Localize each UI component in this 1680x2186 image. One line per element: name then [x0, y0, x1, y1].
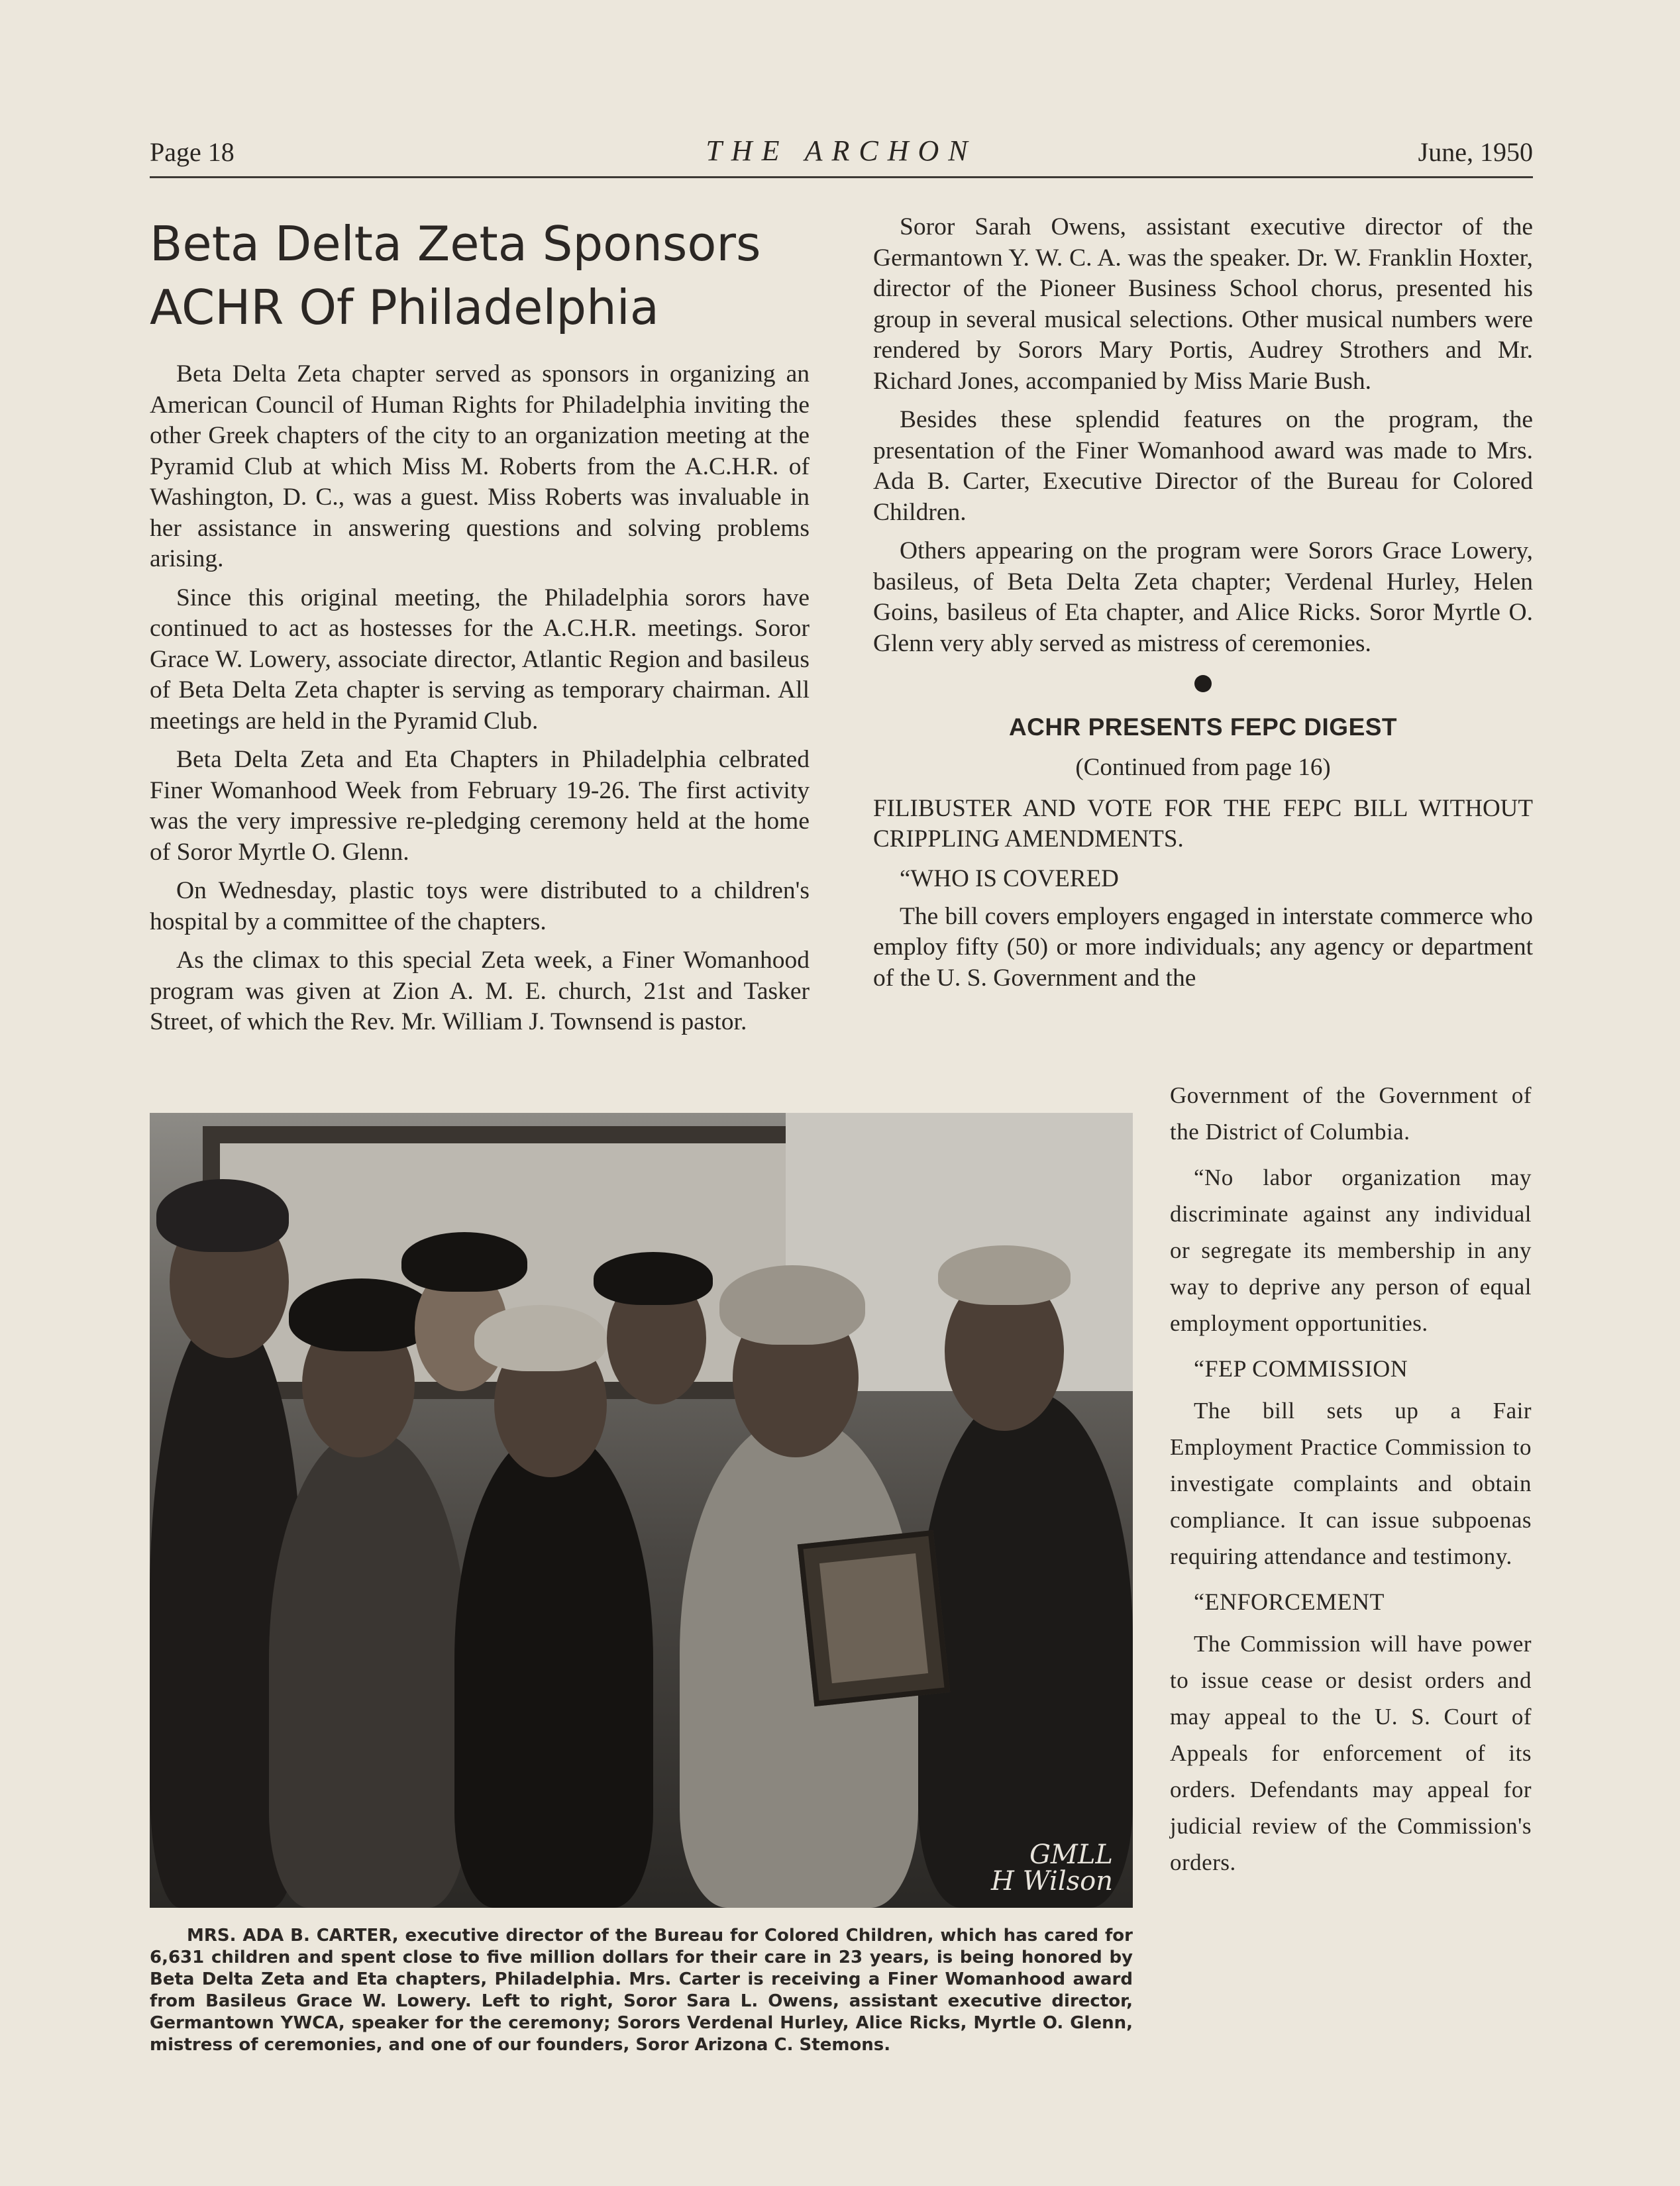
signature-line-1: GMLL [1029, 1840, 1113, 1870]
photo-person [269, 1431, 468, 1908]
award-plaque [798, 1530, 951, 1706]
section-bullet [1194, 675, 1212, 692]
photo-hat [474, 1305, 607, 1371]
photo-turban [719, 1265, 865, 1345]
headline-line-1: Beta Delta Zeta Sponsors [150, 216, 761, 272]
article-paragraph: Others appearing on the program were Sorors Grace Lowery, basileus, of Beta Delta Zeta chapter; Verdenal Hurley, Helen Goins, basileus of Eta chapter, and Alice Ricks. Soror Myrtle O. Glenn very ably served as mistress of ceremonies. [873, 537, 1533, 657]
publication-title: THE ARCHON [706, 134, 977, 167]
running-header [150, 132, 1533, 174]
narrow-column [1170, 1077, 1532, 1890]
photo-hat [289, 1278, 435, 1351]
section-heading-covered: “WHO IS COVERED [900, 865, 1119, 892]
plaque-inscription [819, 1553, 928, 1683]
article-paragraph: Beta Delta Zeta and Eta Chapters in Philadelphia celbrated Finer Womanhood Week from February 19-26. The first activity was the very impressive re-pledging ceremony held at the home of Soror Myrtle O. Glenn. [150, 746, 810, 866]
photo-person [918, 1391, 1133, 1908]
page-number: Page 18 [150, 137, 235, 167]
section-text-enforcement: The Commission will have power to issue cease or desist orders and may appeal to the U. S. Court of Appeals for enforcement of its orders. Defendants may appeal for judicial review of the Commission's orders. [1170, 1631, 1532, 1875]
article-paragraph: Besides these splendid features on the program, the presentation of the Finer Womanhood award was made to Mrs. Ada B. Carter, Executive Director of the Bureau for Colored Children. [873, 406, 1533, 526]
section-heading-commission: “FEP COMMISSION [1194, 1355, 1408, 1382]
photo-caption: MRS. ADA B. CARTER, executive director of the Bureau for Colored Children, which has cared for 6,631 children and spent close to five million dollars for their care in 23 years, is being honored by Beta Delta Zeta and Eta chapters, Philadelphia. Mrs. Carter is receiving a Finer Womanhood award from Basileus Grace W. Lowery. Left to right, Soror Sara L. Owens, assistant executive director, Germantown YWCA, speaker for the ceremony; Sorors Verdenal Hurley, Alice Ricks, Myrtle O. Glenn, mistress of ceremonies, and one of our founders, Soror Arizona C. Stemons. [150, 1926, 1133, 2055]
article-paragraph: Since this original meeting, the Philadelphia sorors have continued to act as hostesses for the A.C.H.R. meetings. Soror Grace W. Lowery, associate director, Atlantic Region and basileus of Beta Delta Zeta chapter is serving as temporary chairman. All meetings are held in the Pyramid Club. [150, 584, 810, 735]
signature-line-2: H Wilson [991, 1866, 1113, 1897]
filibuster-line: FILIBUSTER AND VOTE FOR THE FEPC BILL WITHOUT CRIPPLING AMENDMENTS. [873, 795, 1533, 853]
photographer-signature [991, 1842, 1113, 1895]
continued-note: (Continued from page 16) [1075, 753, 1331, 781]
article-paragraph: As the climax to this special Zeta week, a Finer Womanhood program was given at Zion A. M. E. church, 21st and Tasker Street, of which the Rev. Mr. William J. Townsend is pastor. [150, 947, 810, 1035]
header-rule [150, 176, 1533, 178]
article-paragraph: Beta Delta Zeta chapter served as sponsors in organizing an American Council of Human Rights for Philadelphia inviting the other Greek chapters of the city to an organization meeting at the Pyramid Club at which Miss M. Roberts from the A.C.H.R. of Washington, D. C., was a guest. Miss Roberts was invaluable in her assistance in answering questions and solving problems arising. [150, 360, 810, 572]
group-photograph [150, 1113, 1133, 1908]
photo-hat [594, 1252, 713, 1305]
article-headline [150, 212, 810, 339]
digest-headline: ACHR PRESENTS FEPC DIGEST [1008, 713, 1398, 741]
section-text-labor: “No labor organization may discriminate against any individual or segregate its membership in any way to deprive any person of equal employment opportunities. [1170, 1165, 1532, 1336]
right-column [873, 212, 1533, 1002]
left-column [150, 212, 810, 1046]
photo-person [454, 1431, 653, 1908]
article-paragraph: On Wednesday, plastic toys were distributed to a children's hospital by a committee of the chapters. [150, 877, 810, 935]
headline-line-2: ACHR Of Philadelphia [150, 280, 659, 335]
article-paragraph: Soror Sarah Owens, assistant executive director of the Germantown Y. W. C. A. was the speaker. Dr. W. Franklin Hoxter, director of the Pioneer Business School chorus, presented his group in several musical selections. Other musical numbers were rendered by Sorors Mary Portis, Audrey Strothers and Mr. Richard Jones, accompanied by Miss Marie Bush. [873, 213, 1533, 395]
photo-hair [156, 1179, 289, 1252]
issue-date: June, 1950 [1418, 137, 1533, 167]
section-heading-enforcement: “ENFORCEMENT [1194, 1588, 1385, 1615]
photo-hat [401, 1232, 527, 1292]
photo-hat [938, 1245, 1071, 1305]
section-text-covered-cont: Government of the Government of the District of Columbia. [1170, 1082, 1532, 1145]
section-text-commission: The bill sets up a Fair Employment Practice Commission to investigate complaints and obtain compliance. It can issue subpoenas requiring attendance and testimony. [1170, 1398, 1532, 1569]
section-text-covered: The bill covers employers engaged in interstate commerce who employ fifty (50) or more individuals; any agency or department of the U. S. Government and the [873, 902, 1533, 992]
